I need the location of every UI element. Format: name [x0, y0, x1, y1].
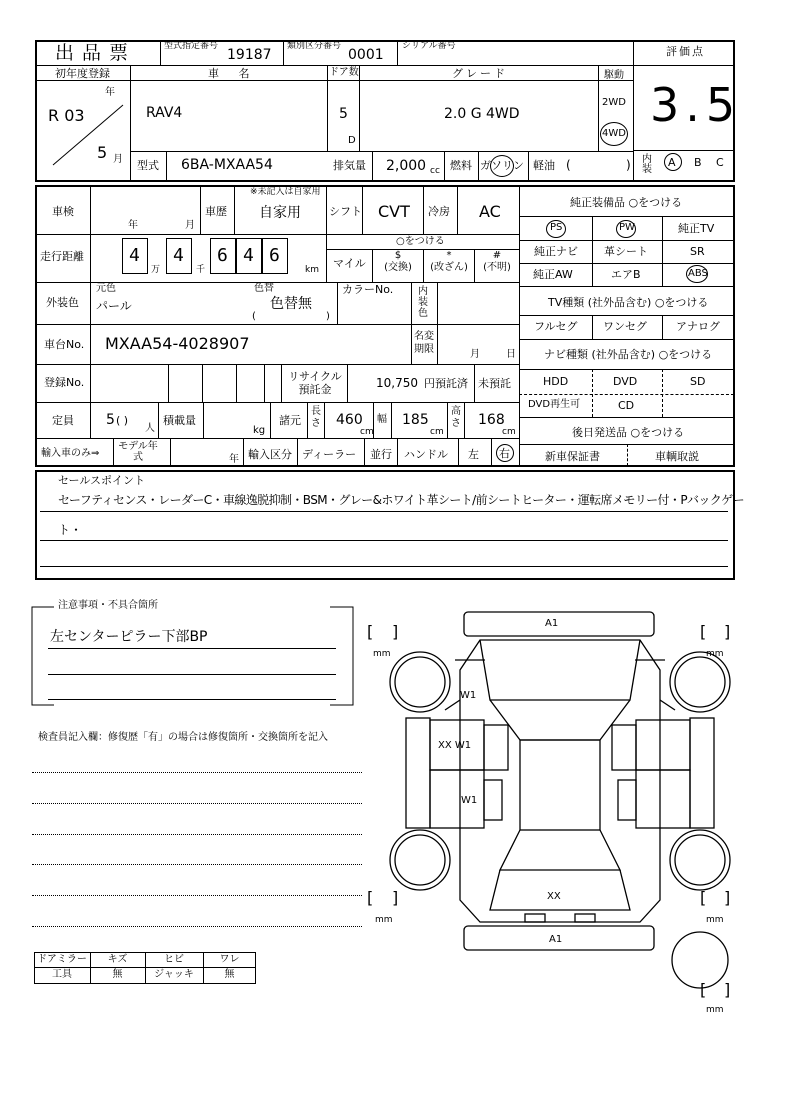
expiry-month: 月 — [470, 349, 480, 360]
later-title: 後日発送品 ○をつける — [572, 426, 685, 439]
mileage-label: 走行距離 — [40, 250, 84, 263]
height-unit: cm — [502, 427, 516, 437]
check-crack: ヒビ — [164, 954, 184, 965]
later-warranty: 新車保証書 — [545, 450, 600, 463]
import-dealer: ディーラー — [302, 448, 357, 461]
height-label: 高さ — [451, 406, 461, 429]
mark-w1-mid: W1 — [461, 795, 478, 806]
meter-exchange-sym: $ — [394, 250, 402, 261]
dims-label: 諸元 — [279, 414, 301, 427]
mark-rear: A1 — [549, 934, 563, 945]
model-year-unit: 年 — [229, 454, 239, 465]
height-value: 168 — [478, 412, 505, 428]
width-value: 185 — [402, 412, 429, 428]
capacity-label: 定員 — [52, 414, 74, 427]
meter-tamper-sym: * — [446, 250, 452, 261]
shift-label: シフト — [329, 205, 362, 218]
sales-points-line1: セーフティセンス・レーダーC・車線逸脱抑制・BSM・グレー&ホワイト革シート/前シートヒーター・運転席メモリー付・Pバックゲー — [58, 493, 744, 507]
color-no-label: カラーNo. — [342, 283, 394, 296]
inspection-label: 車検 — [52, 205, 74, 218]
width-unit: cm — [430, 427, 444, 437]
meter-note: ○をつける — [396, 236, 445, 247]
displacement-value: 2,000 — [386, 158, 427, 174]
tire-bracket-fr-close: ] — [724, 622, 731, 641]
fuel-gasoline: ガソリン — [480, 159, 524, 172]
check-tools-value: 無 — [112, 969, 123, 980]
tire-bracket-fl-close: ] — [392, 622, 399, 641]
tire-spare-unit: mm — [706, 1005, 724, 1015]
navi-hdd: HDD — [543, 375, 569, 388]
score-value: 3.5 — [650, 78, 742, 132]
tv-oneseg: ワンセグ — [603, 320, 647, 333]
inspection-year-unit: 年 — [128, 220, 138, 231]
drive-4wd: 4WD — [602, 128, 626, 139]
meter-tamper: (改ざん) — [430, 262, 468, 273]
tire-bracket-rr-open: [ — [700, 888, 707, 907]
meter-exchange: (交換) — [384, 262, 412, 273]
equip-sr: SR — [690, 245, 705, 258]
recycle-unpaid: 未預託 — [478, 377, 511, 390]
navi-cd: CD — [618, 399, 635, 412]
length-unit: cm — [360, 427, 374, 437]
import-parallel: 並行 — [370, 448, 392, 461]
interior-color-label: 内装色 — [418, 286, 428, 319]
meter-mile: マイル — [333, 257, 366, 270]
tire-rl-unit: mm — [375, 915, 393, 925]
recycle-value: 10,750 — [376, 376, 418, 390]
tire-bracket-spare-close: ] — [724, 980, 731, 999]
ac-value: AC — [479, 202, 501, 221]
equip-navi: 純正ナビ — [534, 245, 578, 258]
mark-xx-rear: XX — [547, 891, 561, 902]
chassis-label: 車台No. — [44, 338, 85, 351]
class-no-label: 類別区分番号 — [287, 41, 342, 51]
handle-label: ハンドル — [404, 448, 448, 461]
sales-points-line2: ト・ — [58, 523, 83, 537]
handle-right: 右 — [499, 447, 510, 460]
length-value: 460 — [336, 412, 363, 428]
vehicle-name: RAV4 — [146, 105, 183, 121]
mileage-man-unit: 万 — [151, 265, 161, 275]
tire-bracket-rr-close: ] — [724, 888, 731, 907]
doors-label: ドア数 — [329, 67, 359, 78]
interior-c: C — [716, 156, 724, 169]
page-title: 出品票 — [55, 42, 137, 64]
meter-unknown: (不明) — [483, 262, 511, 273]
repaint-paren-open: ( — [252, 311, 256, 322]
mileage-digit-1: 4 — [129, 245, 140, 266]
navi-dvd: DVD — [613, 375, 638, 388]
grade-label: グレード — [452, 67, 508, 80]
repaint-label: 色替 — [254, 283, 274, 294]
type-no: 19187 — [227, 47, 272, 63]
capacity-paren: ( ) — [116, 414, 129, 427]
history-value: 自家用 — [259, 205, 301, 221]
capacity-value: 5 — [106, 412, 115, 428]
tire-bracket-fl-open: [ — [367, 622, 374, 641]
check-jack: ジャッキ — [154, 969, 194, 980]
navi-sd: SD — [690, 375, 706, 388]
equip-leather: 革シート — [604, 245, 648, 258]
tv-analog: アナログ — [676, 320, 720, 333]
equip-pw: PW — [619, 222, 635, 233]
check-mirror: ドアミラー — [37, 954, 87, 965]
notes-line1: 左センターピラー下部BP — [50, 629, 208, 645]
displacement-unit: cc — [430, 166, 440, 176]
equip-airbag: エアB — [611, 268, 641, 281]
original-color-label: 元色 — [96, 283, 116, 294]
tire-bracket-spare-open: [ — [700, 980, 707, 999]
tire-bracket-rl-open: [ — [367, 888, 374, 907]
mileage-digit-2: 4 — [173, 245, 184, 266]
inspection-month-unit: 月 — [185, 220, 195, 231]
ac-label: 冷房 — [428, 205, 450, 218]
mark-front: A1 — [545, 618, 559, 629]
equip-ps: PS — [550, 222, 563, 233]
navi-dvd-play: DVD再生可 — [528, 399, 581, 410]
year-unit: 年 — [105, 87, 115, 98]
interior-label: 内装 — [642, 154, 652, 175]
equip-tv: 純正TV — [678, 222, 715, 235]
repaint-paren-close: ) — [326, 311, 330, 322]
drive-label: 駆動 — [604, 70, 624, 81]
tire-bracket-rl-close: ] — [392, 888, 399, 907]
handle-left: 左 — [468, 448, 479, 461]
fuel-gasoline-circle — [490, 155, 514, 177]
sales-points-label: セールスポイント — [58, 474, 146, 487]
name-label: 車 名 — [208, 67, 258, 80]
mark-w1-top: W1 — [460, 690, 477, 701]
capacity-unit: 人 — [145, 423, 155, 434]
mileage-km-unit: km — [305, 265, 319, 275]
exterior-label: 外装色 — [46, 296, 79, 309]
genuine-title: 純正装備品 ○をつける — [570, 196, 683, 209]
equip-abs: ABS — [688, 268, 708, 279]
chassis-value: MXAA54-4028907 — [105, 334, 250, 353]
mark-xx-w1: XX W1 — [438, 740, 472, 751]
car-diagram — [360, 600, 780, 1020]
navi-title: ナビ種類 (社外品含む) ○をつける — [544, 348, 713, 361]
recycle-status: 円預託済 — [424, 377, 468, 390]
repaint-value: 色替無 — [270, 296, 312, 312]
later-manual: 車輌取説 — [655, 450, 699, 463]
check-break: ワレ — [219, 954, 240, 965]
shift-value: CVT — [378, 202, 410, 221]
mileage-digit-5: 6 — [269, 245, 280, 266]
mileage-digit-4: 4 — [243, 245, 254, 266]
class-no: 0001 — [348, 47, 384, 63]
expiry-day: 日 — [506, 349, 516, 360]
tire-fr-unit: mm — [706, 649, 724, 659]
mileage-digit-3: 6 — [217, 245, 228, 266]
title-expiry-label: 名変期限 — [414, 331, 434, 355]
check-tools: 工具 — [52, 969, 72, 980]
check-jack-value: 無 — [224, 969, 235, 980]
recycle-label: リサイクル預託金 — [288, 370, 342, 396]
history-label: 車歴 — [205, 205, 227, 218]
tire-bracket-fr-open: [ — [700, 622, 707, 641]
doors-value: 5 — [339, 106, 348, 122]
notes-bracket — [30, 605, 355, 707]
tv-fullseg: フルセグ — [534, 320, 578, 333]
model-value: 6BA-MXAA54 — [181, 157, 273, 173]
fuel-paren-open: ( — [566, 158, 571, 172]
fuel-label: 燃料 — [450, 159, 472, 172]
interior-a: A — [668, 156, 676, 169]
serial-label: シリアル番号 — [402, 41, 456, 51]
model-year-label: モデル年式 — [118, 441, 158, 463]
grade-value: 2.0 G 4WD — [444, 106, 520, 122]
fuel-paren-close: ) — [626, 158, 631, 172]
meter-unknown-sym: # — [492, 250, 502, 261]
first-reg-year: R 03 — [48, 106, 85, 125]
original-color: パール — [96, 299, 132, 313]
load-unit: kg — [253, 425, 266, 436]
displacement-label: 排気量 — [333, 159, 366, 172]
mileage-sen-unit: 千 — [196, 265, 206, 275]
check-scratch: キズ — [107, 954, 128, 965]
width-label: 幅 — [377, 414, 387, 425]
model-label: 型式 — [137, 159, 159, 172]
tire-rr-unit: mm — [706, 915, 724, 925]
length-label: 長さ — [311, 406, 321, 429]
score-label: 評価点 — [666, 45, 705, 58]
fuel-diesel: 軽油 — [533, 159, 555, 172]
tire-fl-unit: mm — [373, 649, 391, 659]
drive-2wd: 2WD — [602, 97, 626, 108]
type-no-label: 型式指定番号 — [164, 41, 219, 51]
import-label: 輸入車のみ⇒ — [41, 448, 100, 459]
history-note: ※未記入は自家用 — [250, 187, 321, 197]
equip-aw: 純正AW — [533, 268, 573, 281]
import-type-label: 輸入区分 — [248, 448, 292, 461]
door-type: D — [348, 135, 356, 146]
load-label: 積載量 — [163, 414, 196, 427]
reg-no-label: 登録No. — [44, 376, 85, 389]
first-reg-month: 5 — [97, 143, 108, 162]
first-reg-label: 初年度登録 — [55, 67, 110, 80]
month-unit: 月 — [113, 154, 123, 165]
notes-label: 注意事項・不具合箇所 — [58, 600, 158, 611]
inspector-label: 検査員記入欄：修復歴「有」の場合は修復箇所・交換箇所を記入 — [38, 732, 328, 743]
interior-b: B — [694, 156, 702, 169]
tv-title: TV種類 (社外品含む) ○をつける — [548, 296, 709, 309]
